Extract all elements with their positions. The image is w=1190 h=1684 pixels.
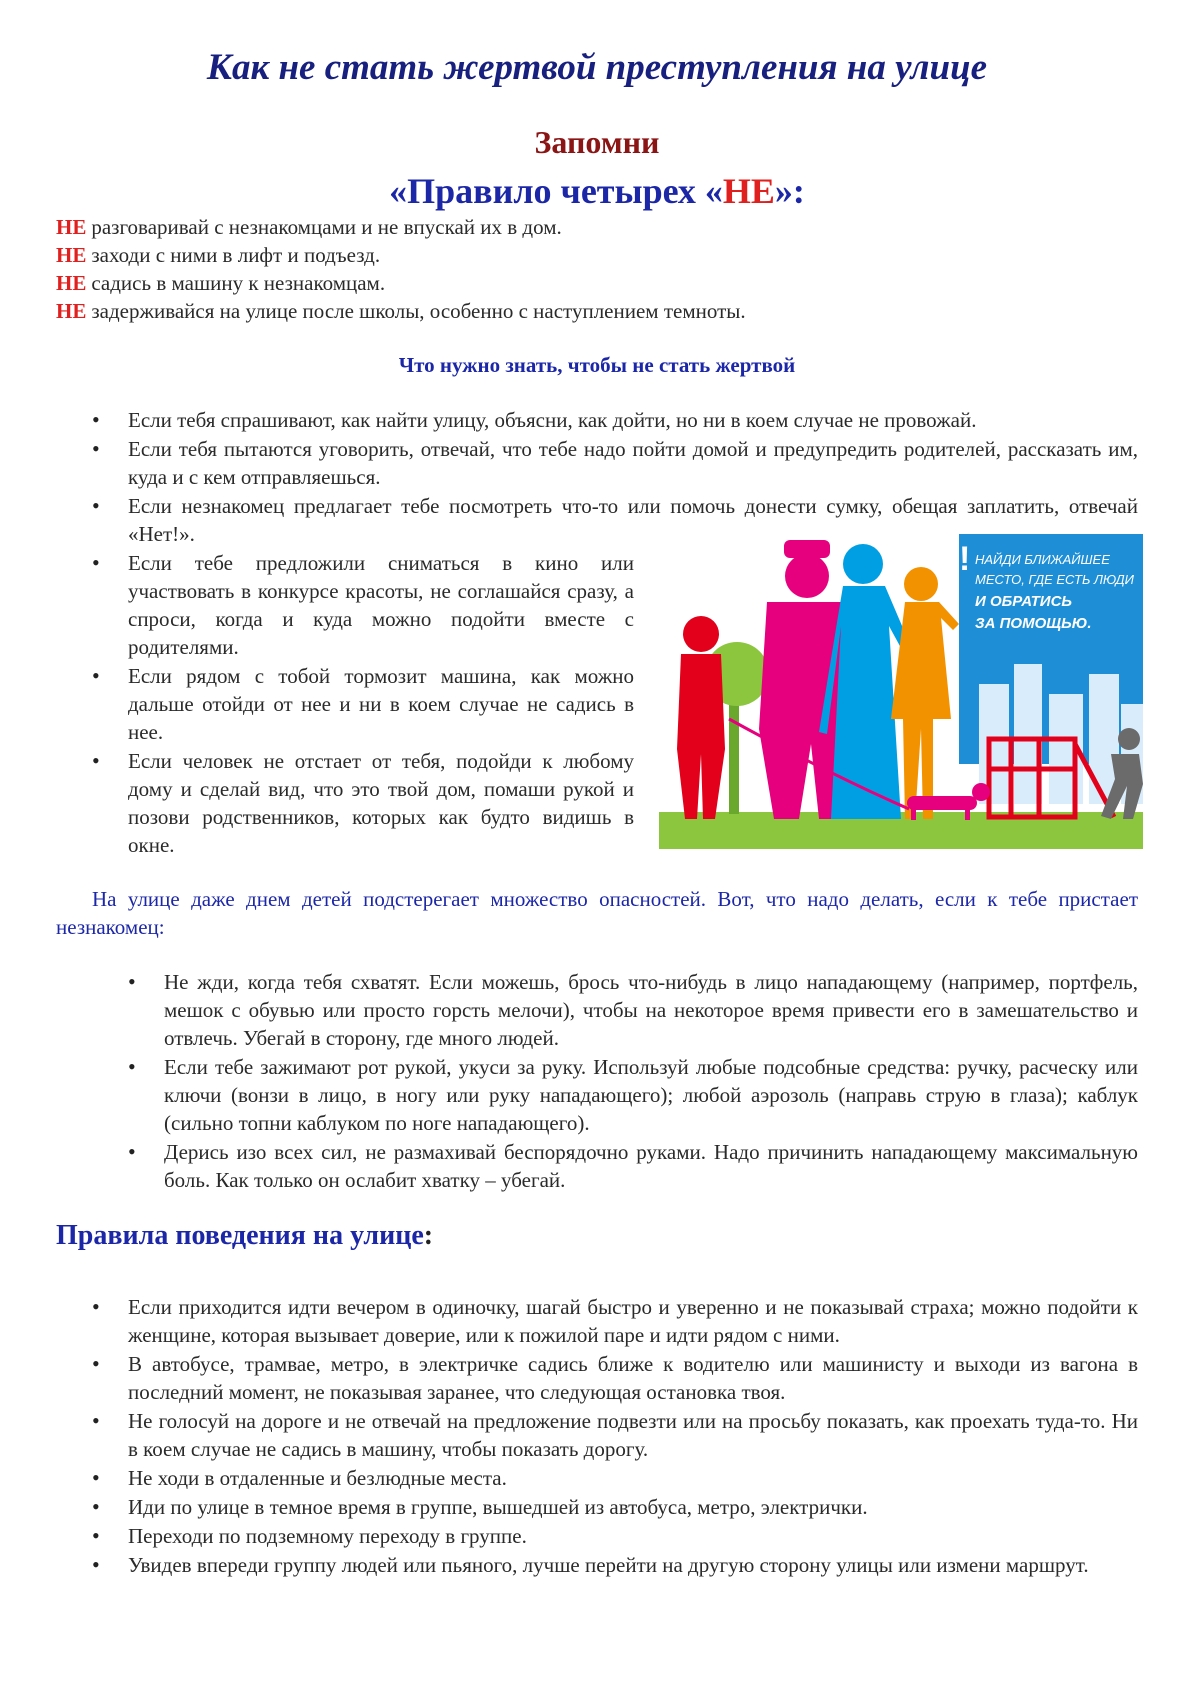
list-item: • Увидев впереди группу людей или пьяного, лучше перейти на другую сторону улицы или измени маршрут. xyxy=(56,1551,1138,1579)
list-item: • Иди по улице в темное время в группе, вышедшей из автобуса, метро, электрички. xyxy=(56,1493,1138,1521)
what-to-know-side-list xyxy=(56,549,634,860)
four-ne-rules-list xyxy=(56,213,1138,325)
remember-heading: Запомни xyxy=(534,124,660,160)
ne-rule xyxy=(56,213,1138,241)
caption-line: И ОБРАТИСЬ xyxy=(975,593,1073,610)
list-item: • Если тебя спрашивают, как найти улицу, объясни, как дойти, но ни в коем случае не провожай. xyxy=(56,406,1138,434)
list-item: • Если тебе предложили сниматься в кино или участвовать в конкурсе красоты, не соглашайся сразу, а спроси, когда и куда можно подойти вместе с родителями. xyxy=(56,549,634,661)
section-title-text: Правила поведения на улице xyxy=(56,1220,424,1251)
ne-rule-text: задерживайся на улице после школы, особенно с наступлением темноты. xyxy=(91,299,746,323)
caption-line: ЗА ПОМОЩЬЮ. xyxy=(975,615,1092,632)
caption-line: НАЙДИ БЛИЖАЙШЕЕ xyxy=(975,552,1110,567)
ne-marker: НЕ xyxy=(56,243,87,267)
boy-figure-icon xyxy=(677,616,725,819)
ne-marker: НЕ xyxy=(56,271,87,295)
rule-title-suffix: »: xyxy=(774,171,805,211)
list-item: • Не голосуй на дороге и не отвечай на предложение подвезти или на просьбу показать, как проехать туда-то. Ни в коем случае не садись в машину, чтобы показать дорогу. xyxy=(56,1407,1138,1463)
list-item: • Переходи по подземному переходу в группе. xyxy=(56,1522,1138,1550)
list-item: • Если тебе зажимают рот рукой, укуси за руку. Используй любые подсобные средства: ручку, расческу или ключи (вонзи в лицо, в ногу или руку нападающего); любой аэрозоль (направь струю в глаза); каблук (сильно топни каблуком по ноге нападающего). xyxy=(92,1053,1138,1137)
section-title-colon: : xyxy=(423,1220,434,1251)
list-item: • Не жди, когда тебя схватят. Если можешь, брось что-нибудь в лицо нападающему (например, портфель, мешок с обувью или просто горсть мелочи), чтобы на некоторое время привести его в замешательство и отвлечь. Убегай в сторону, где много людей. xyxy=(92,968,1138,1052)
list-item: • Не ходи в отдаленные и безлюдные места. xyxy=(56,1464,1138,1492)
document-title: Как не стать жертвой преступления на улице xyxy=(206,47,988,88)
street-rules-list xyxy=(56,1293,1138,1580)
ne-marker: НЕ xyxy=(56,299,87,323)
ne-rule-text: разговаривай с незнакомцами и не впускай их в дом. xyxy=(91,215,562,239)
rule-title-highlight: НЕ xyxy=(722,171,775,211)
rule-title-prefix: «Правило четырех « xyxy=(389,171,723,211)
what-to-know-heading: Что нужно знать, чтобы не стать жертвой xyxy=(398,353,796,377)
ne-rule xyxy=(56,297,1138,325)
list-item: • Если приходится идти вечером в одиночку, шагай быстро и уверенно и не показывай страха; можно подойти к женщине, которая вызывает доверие, или к пожилой паре и идти рядом с ними. xyxy=(56,1293,1138,1349)
list-item: • Дерись изо всех сил, не размахивай беспорядочно руками. Надо причинить нападающему максимальную боль. Как только он ослабит хватку – убегай. xyxy=(92,1138,1138,1194)
stranger-actions-list xyxy=(92,968,1138,1195)
list-item: • Если незнакомец предлагает тебе посмотреть что-то или помочь донести сумку, обещая заплатить, отвечай «Нет!». xyxy=(56,492,1138,548)
illustration-svg xyxy=(659,534,1143,849)
what-to-know-list xyxy=(56,406,1138,549)
girl-figure-icon xyxy=(891,567,959,819)
ne-rule-text: садись в машину к незнакомцам. xyxy=(91,271,386,295)
ne-rule xyxy=(56,269,1138,297)
list-item: • Если рядом с тобой тормозит машина, как можно дальше отойди от нее и ни в коем случае не садись в нее. xyxy=(56,662,634,746)
list-item: • Если человек не отстает от тебя, подойди к любому дому и сделай вид, что это твой дом, помаши рукой и позови родственников, которых как будто видишь в окне. xyxy=(56,747,634,859)
ne-marker: НЕ xyxy=(56,215,87,239)
list-item: • Если тебя пытаются уговорить, отвечай, что тебе надо пойти домой и предупредить родителей, рассказать им, куда и с кем отправляешься. xyxy=(56,435,1138,491)
list-item: • В автобусе, трамвае, метро, в электричке садись ближе к водителю или машинисту и выходи из вагона в последний момент, не показывая заранее, что следующая остановка твоя. xyxy=(56,1350,1138,1406)
ne-rule-text: заходи с ними в лифт и подъезд. xyxy=(91,243,381,267)
family-street-illustration xyxy=(659,534,1143,849)
exclamation-icon: ! xyxy=(959,540,971,578)
street-rules-heading xyxy=(56,1220,433,1252)
four-ne-rule-heading xyxy=(56,170,1138,212)
intro-paragraph: На улице даже днем детей подстерегает множество опасностей. Вот, что надо делать, если к тебе пристает незнакомец: xyxy=(56,887,1138,939)
caption-line: МЕСТО, ГДЕ ЕСТЬ ЛЮДИ xyxy=(975,572,1134,587)
ne-rule xyxy=(56,241,1138,269)
